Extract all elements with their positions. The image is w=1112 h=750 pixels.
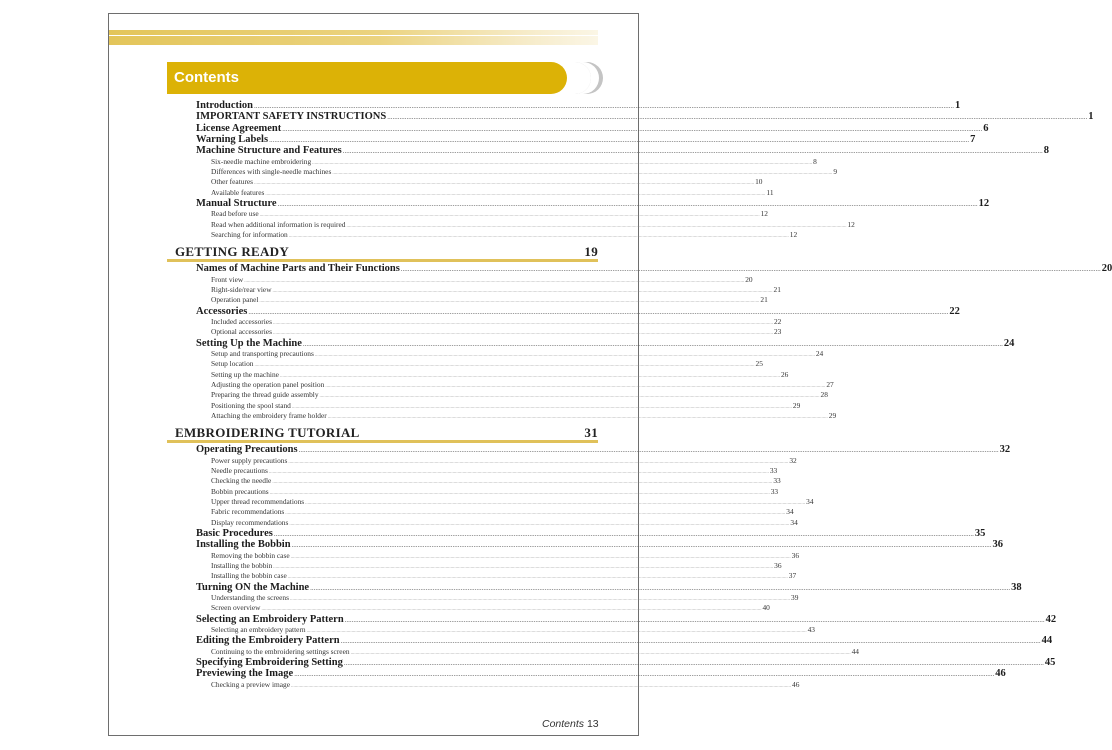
dot-leader: ................................................................................................................................................................................................................................................................................................................................................................................................................ bbox=[273, 565, 774, 571]
dot-leader: ................................................................................................................................................................................................................................................................................................................................................................................................................ bbox=[306, 629, 807, 635]
dot-leader: ................................................................................................................................................................................................................................................................................................................................................................................................................ bbox=[272, 320, 773, 326]
toc-entry[interactable] bbox=[196, 337, 1015, 350]
entry-title: Read before use bbox=[211, 209, 259, 219]
dot-leader: ................................................................................................................................................................................................................................................................................................................................................................................................................ bbox=[319, 394, 820, 400]
toc-entry[interactable] bbox=[196, 111, 1094, 123]
toc-subentry[interactable] bbox=[211, 219, 855, 230]
entry-title: Editing the Embroidery Pattern bbox=[196, 635, 340, 647]
section-page-number: 19 bbox=[584, 244, 598, 260]
toc-subentry[interactable] bbox=[211, 327, 782, 337]
dot-leader: ................................................................................................................................................................................................................................................................................................................................................................................................................ bbox=[269, 490, 770, 496]
toc-subentry[interactable] bbox=[211, 411, 837, 421]
entry-page-number: 20 bbox=[1101, 263, 1112, 275]
dot-leader: ................................................................................................................................................................................................................................................................................................................................................................................................................ bbox=[272, 331, 773, 337]
toc-subentry[interactable] bbox=[211, 466, 778, 476]
entry-page-number: 44 bbox=[1041, 635, 1053, 647]
entry-page-number: 26 bbox=[780, 369, 789, 379]
toc-entry[interactable] bbox=[196, 305, 960, 318]
dot-leader: ................................................................................................................................................................................................................................................................................................................................................................................................................ bbox=[254, 102, 954, 110]
entry-page-number: 11 bbox=[766, 187, 774, 197]
toc-entry[interactable] bbox=[196, 539, 1004, 551]
dot-leader: ................................................................................................................................................................................................................................................................................................................................................................................................................ bbox=[344, 615, 1045, 624]
entry-page-number: 33 bbox=[769, 466, 778, 475]
entry-title: Selecting an Embroidery Pattern bbox=[196, 613, 344, 625]
section-divider bbox=[167, 440, 598, 443]
dot-leader: ................................................................................................................................................................................................................................................................................................................................................................................................................ bbox=[254, 181, 755, 187]
toc-entry[interactable] bbox=[196, 613, 1057, 626]
entry-title: Setup location bbox=[211, 359, 254, 369]
entry-page-number: 34 bbox=[790, 517, 798, 527]
toc-subentry[interactable] bbox=[211, 390, 828, 400]
dot-leader: ................................................................................................................................................................................................................................................................................................................................................................................................................ bbox=[310, 583, 1011, 592]
toc-subentry[interactable] bbox=[211, 455, 797, 466]
toc-entry[interactable] bbox=[196, 657, 1056, 669]
dot-leader: ................................................................................................................................................................................................................................................................................................................................................................................................................ bbox=[288, 459, 789, 465]
toc-subentry[interactable] bbox=[211, 295, 768, 305]
toc-subentry[interactable] bbox=[211, 625, 815, 635]
entry-title: Preparing the thread guide assembly bbox=[211, 390, 319, 400]
entry-title: Turning ON the Machine bbox=[196, 581, 310, 593]
toc-subentry[interactable] bbox=[211, 486, 779, 497]
dot-leader: ................................................................................................................................................................................................................................................................................................................................................................................................................ bbox=[288, 233, 789, 239]
dot-leader: ................................................................................................................................................................................................................................................................................................................................................................................................................ bbox=[244, 278, 745, 284]
toc-subentry[interactable] bbox=[211, 274, 753, 285]
entry-page-number: 32 bbox=[789, 455, 797, 465]
dot-leader: ................................................................................................................................................................................................................................................................................................................................................................................................................ bbox=[254, 363, 755, 369]
toc-subentry[interactable] bbox=[211, 316, 782, 327]
entry-page-number: 28 bbox=[820, 390, 828, 400]
toc-entry[interactable] bbox=[196, 444, 1011, 456]
toc-entry[interactable] bbox=[196, 528, 986, 540]
dot-leader: ................................................................................................................................................................................................................................................................................................................................................................................................................ bbox=[268, 470, 769, 475]
toc-subentry[interactable] bbox=[211, 476, 781, 486]
entry-page-number: 34 bbox=[786, 507, 794, 517]
entry-title: Installing the bobbin case bbox=[211, 571, 287, 581]
toc-subentry[interactable] bbox=[211, 348, 824, 359]
entry-title: Specifying Embroidering Setting bbox=[196, 657, 343, 669]
toc-subentry[interactable] bbox=[211, 603, 770, 613]
toc-subentry[interactable] bbox=[211, 187, 774, 198]
footer-label: Contents bbox=[542, 718, 585, 730]
toc-subentry[interactable] bbox=[211, 177, 763, 187]
entry-title: Warning Labels bbox=[196, 133, 269, 145]
entry-page-number: 29 bbox=[792, 400, 801, 410]
entry-title: Setting Up the Machine bbox=[196, 337, 302, 349]
toc-subentry[interactable] bbox=[211, 379, 834, 390]
entry-page-number: 29 bbox=[828, 411, 837, 420]
entry-title: Names of Machine Parts and Their Functions bbox=[196, 263, 400, 275]
toc-entry[interactable] bbox=[196, 263, 1112, 275]
footer-page-number: 13 bbox=[586, 718, 599, 730]
entry-page-number: 12 bbox=[847, 219, 855, 229]
dot-leader: ................................................................................................................................................................................................................................................................................................................................................................................................................ bbox=[340, 637, 1041, 646]
entry-page-number: 35 bbox=[974, 528, 986, 540]
entry-title: Basic Procedures bbox=[196, 528, 273, 540]
toc-subentry[interactable] bbox=[211, 550, 800, 561]
dot-leader: ................................................................................................................................................................................................................................................................................................................................................................................................................ bbox=[325, 383, 826, 389]
entry-title: Fabric recommendations bbox=[211, 507, 285, 517]
entry-page-number: 43 bbox=[807, 625, 815, 635]
dot-leader: ................................................................................................................................................................................................................................................................................................................................................................................................................ bbox=[289, 521, 790, 527]
toc-subentry[interactable] bbox=[211, 284, 781, 295]
entry-page-number: 8 bbox=[1043, 145, 1049, 157]
entry-title: Screen overview bbox=[211, 603, 261, 613]
toc-subentry[interactable] bbox=[211, 561, 782, 571]
toc-subentry[interactable] bbox=[211, 646, 859, 657]
entry-title: Six-needle machine embroidering bbox=[211, 156, 312, 166]
dot-leader: ................................................................................................................................................................................................................................................................................................................................................................................................................ bbox=[290, 554, 791, 560]
entry-title: Optional accessories bbox=[211, 327, 272, 337]
entry-title: Selecting an embroidery pattern bbox=[211, 625, 306, 635]
toc-subentry[interactable] bbox=[211, 679, 800, 690]
entry-title: Bobbin precautions bbox=[211, 486, 269, 496]
entry-title: Attaching the embroidery frame holder bbox=[211, 411, 327, 420]
entry-title: Read when additional information is required bbox=[211, 219, 346, 229]
entry-title: IMPORTANT SAFETY INSTRUCTIONS bbox=[196, 111, 387, 123]
section-title: GETTING READY bbox=[175, 244, 290, 260]
dot-leader: ................................................................................................................................................................................................................................................................................................................................................................................................................ bbox=[346, 223, 847, 229]
toc-entry[interactable] bbox=[196, 581, 1022, 594]
toc-subentry[interactable] bbox=[211, 571, 797, 581]
entry-page-number: 10 bbox=[755, 177, 763, 187]
dot-leader: ................................................................................................................................................................................................................................................................................................................................................................................................................ bbox=[272, 288, 773, 294]
dot-leader: ................................................................................................................................................................................................................................................................................................................................................................................................................ bbox=[400, 265, 1101, 274]
entry-title: Setup and transporting precautions bbox=[211, 348, 314, 358]
entry-page-number: 1 bbox=[955, 100, 961, 111]
dot-leader: ................................................................................................................................................................................................................................................................................................................................................................................................................ bbox=[343, 659, 1044, 668]
entry-page-number: 25 bbox=[755, 359, 763, 369]
header-stripe-top bbox=[109, 30, 598, 35]
entry-page-number: 44 bbox=[851, 646, 859, 656]
dot-leader: ................................................................................................................................................................................................................................................................................................................................................................................................................ bbox=[332, 170, 833, 176]
entry-title: Manual Structure bbox=[196, 197, 277, 209]
entry-title: Power supply precautions bbox=[211, 455, 288, 465]
entry-page-number: 12 bbox=[978, 197, 990, 209]
section-title: EMBROIDERING TUTORIAL bbox=[175, 425, 360, 441]
entry-page-number: 42 bbox=[1045, 613, 1057, 625]
section-divider bbox=[167, 259, 598, 262]
entry-page-number: 38 bbox=[1011, 581, 1022, 593]
entry-page-number: 45 bbox=[1044, 657, 1056, 669]
toc-subentry[interactable] bbox=[211, 593, 799, 603]
entry-page-number: 7 bbox=[970, 133, 976, 145]
entry-page-number: 46 bbox=[792, 679, 800, 689]
entry-title: Adjusting the operation panel position bbox=[211, 379, 325, 389]
dot-leader: ................................................................................................................................................................................................................................................................................................................................................................................................................ bbox=[291, 541, 992, 550]
header-stripe-bottom bbox=[109, 36, 598, 45]
entry-title: Searching for information bbox=[211, 229, 288, 239]
toc-subentry[interactable] bbox=[211, 517, 798, 528]
entry-title: Included accessories bbox=[211, 316, 272, 326]
entry-page-number: 8 bbox=[813, 156, 817, 166]
toc-subentry[interactable] bbox=[211, 497, 814, 507]
toc-subentry[interactable] bbox=[211, 369, 789, 380]
toc-entry[interactable] bbox=[196, 635, 1053, 647]
toc-entry[interactable] bbox=[196, 133, 976, 146]
dot-leader: ................................................................................................................................................................................................................................................................................................................................................................................................................ bbox=[302, 339, 1003, 348]
dot-leader: ................................................................................................................................................................................................................................................................................................................................................................................................................ bbox=[269, 135, 970, 144]
toc-entry[interactable] bbox=[196, 122, 989, 135]
dot-leader: ................................................................................................................................................................................................................................................................................................................................................................................................................ bbox=[277, 199, 978, 208]
entry-title: Installing the Bobbin bbox=[196, 539, 291, 551]
entry-page-number: 22 bbox=[949, 305, 960, 317]
entry-title: Operating Precautions bbox=[196, 444, 298, 456]
dot-leader: ................................................................................................................................................................................................................................................................................................................................................................................................................ bbox=[287, 575, 788, 581]
dot-leader: ................................................................................................................................................................................................................................................................................................................................................................................................................ bbox=[342, 147, 1043, 156]
entry-page-number: 9 bbox=[833, 166, 838, 176]
dot-leader: ................................................................................................................................................................................................................................................................................................................................................................................................................ bbox=[350, 650, 851, 656]
entry-page-number: 34 bbox=[806, 497, 814, 507]
dot-leader: ................................................................................................................................................................................................................................................................................................................................................................................................................ bbox=[273, 530, 974, 539]
entry-title: License Agreement bbox=[196, 122, 282, 134]
entry-page-number: 6 bbox=[983, 122, 989, 134]
dot-leader: ................................................................................................................................................................................................................................................................................................................................................................................................................ bbox=[259, 299, 760, 305]
toc-subentry[interactable] bbox=[211, 359, 763, 369]
toc-entry[interactable] bbox=[196, 197, 990, 210]
entry-title: Available features bbox=[211, 187, 265, 197]
entry-title: Setting up the machine bbox=[211, 369, 279, 379]
entry-page-number: 21 bbox=[760, 295, 768, 305]
entry-page-number: 39 bbox=[791, 593, 799, 603]
toc-subentry[interactable] bbox=[211, 209, 768, 219]
entry-page-number: 33 bbox=[770, 486, 779, 496]
entry-page-number: 32 bbox=[999, 444, 1011, 456]
dot-leader: ................................................................................................................................................................................................................................................................................................................................................................................................................ bbox=[279, 373, 780, 379]
toc-entry[interactable] bbox=[196, 100, 961, 112]
dot-leader: ................................................................................................................................................................................................................................................................................................................................................................................................................ bbox=[291, 404, 792, 410]
dot-leader: ................................................................................................................................................................................................................................................................................................................................................................................................................ bbox=[248, 307, 949, 316]
toc-subentry[interactable] bbox=[211, 400, 801, 411]
entry-page-number: 23 bbox=[773, 327, 782, 337]
dot-leader: ................................................................................................................................................................................................................................................................................................................................................................................................................ bbox=[314, 352, 815, 358]
entry-page-number: 24 bbox=[815, 348, 824, 358]
entry-title: Checking the needle bbox=[211, 476, 272, 486]
dot-leader: ................................................................................................................................................................................................................................................................................................................................................................................................................ bbox=[290, 597, 790, 603]
entry-title: Machine Structure and Features bbox=[196, 145, 342, 157]
entry-page-number: 20 bbox=[745, 274, 753, 284]
entry-page-number: 36 bbox=[791, 550, 800, 560]
entry-title: Needle precautions bbox=[211, 466, 268, 475]
toc-entry[interactable] bbox=[196, 145, 1049, 157]
entry-title: Operation panel bbox=[211, 295, 259, 305]
entry-page-number: 12 bbox=[760, 209, 768, 219]
entry-page-number: 12 bbox=[789, 229, 798, 239]
toc-subentry[interactable] bbox=[211, 507, 794, 517]
entry-title: Other features bbox=[211, 177, 254, 187]
entry-title: Installing the bobbin bbox=[211, 561, 273, 571]
entry-title: Accessories bbox=[196, 305, 248, 317]
entry-page-number: 37 bbox=[788, 571, 797, 581]
dot-leader: ................................................................................................................................................................................................................................................................................................................................................................................................................ bbox=[259, 213, 760, 219]
toc-subentry[interactable] bbox=[211, 229, 798, 240]
dot-leader: ................................................................................................................................................................................................................................................................................................................................................................................................................ bbox=[294, 670, 995, 679]
entry-title: Display recommendations bbox=[211, 517, 289, 527]
dot-leader: ................................................................................................................................................................................................................................................................................................................................................................................................................ bbox=[285, 511, 786, 517]
entry-page-number: 24 bbox=[1003, 337, 1015, 349]
entry-title: Introduction bbox=[196, 100, 253, 111]
dot-leader: ................................................................................................................................................................................................................................................................................................................................................................................................................ bbox=[265, 191, 766, 197]
toc-subentry[interactable] bbox=[211, 156, 817, 167]
dot-leader: ................................................................................................................................................................................................................................................................................................................................................................................................................ bbox=[312, 160, 813, 166]
entry-page-number: 22 bbox=[773, 316, 782, 326]
entry-page-number: 46 bbox=[995, 668, 1006, 680]
dot-leader: ................................................................................................................................................................................................................................................................................................................................................................................................................ bbox=[291, 683, 792, 689]
entry-page-number: 27 bbox=[826, 379, 834, 389]
toc-entry[interactable] bbox=[196, 668, 1006, 680]
entry-page-number: 33 bbox=[773, 476, 781, 486]
dot-leader: ................................................................................................................................................................................................................................................................................................................................................................................................................ bbox=[298, 446, 999, 455]
entry-title: Upper thread recommendations bbox=[211, 497, 305, 507]
crescent-icon bbox=[563, 62, 603, 94]
entry-title: Removing the bobbin case bbox=[211, 550, 290, 560]
dot-leader: ................................................................................................................................................................................................................................................................................................................................................................................................................ bbox=[305, 501, 806, 507]
entry-title: Checking a preview image bbox=[211, 679, 291, 689]
entry-title: Understanding the screens bbox=[211, 593, 289, 603]
page-title: Contents bbox=[174, 69, 239, 86]
dot-leader: ................................................................................................................................................................................................................................................................................................................................................................................................................ bbox=[387, 113, 1088, 122]
entry-title: Differences with single-needle machines bbox=[211, 166, 332, 176]
section-page-number: 31 bbox=[584, 425, 598, 441]
entry-title: Continuing to the embroidering settings screen bbox=[211, 646, 350, 656]
toc-subentry[interactable] bbox=[211, 166, 838, 177]
entry-title: Front view bbox=[211, 274, 244, 284]
entry-title: Positioning the spool stand bbox=[211, 400, 291, 410]
entry-page-number: 21 bbox=[773, 284, 781, 294]
page-footer bbox=[542, 718, 599, 730]
entry-title: Right-side/rear view bbox=[211, 284, 272, 294]
entry-page-number: 36 bbox=[992, 539, 1004, 551]
entry-page-number: 1 bbox=[1088, 111, 1094, 123]
dot-leader: ................................................................................................................................................................................................................................................................................................................................................................................................................ bbox=[272, 480, 773, 486]
entry-title: Previewing the Image bbox=[196, 668, 294, 680]
dot-leader: ................................................................................................................................................................................................................................................................................................................................................................................................................ bbox=[261, 607, 762, 613]
dot-leader: ................................................................................................................................................................................................................................................................................................................................................................................................................ bbox=[327, 415, 828, 420]
entry-page-number: 36 bbox=[774, 561, 782, 571]
entry-page-number: 40 bbox=[762, 603, 770, 613]
dot-leader: ................................................................................................................................................................................................................................................................................................................................................................................................................ bbox=[282, 124, 983, 133]
